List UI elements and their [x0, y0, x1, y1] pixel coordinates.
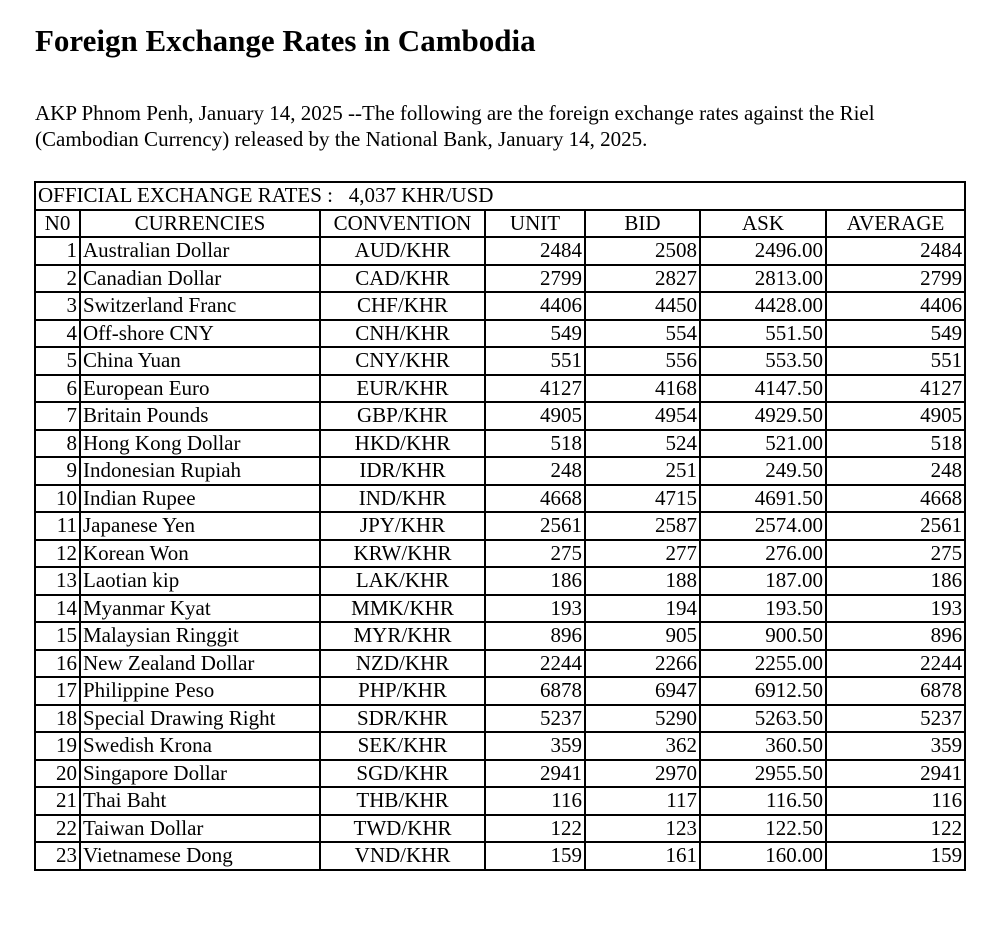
- col-header-currencies: CURRENCIES: [80, 210, 320, 238]
- ask-value: 553.50: [700, 347, 826, 375]
- ask-value: 160.00: [700, 842, 826, 870]
- row-number: 11: [35, 512, 80, 540]
- table-row: [35, 347, 965, 375]
- unit-value: 518: [485, 430, 585, 458]
- unit-value: 248: [485, 457, 585, 485]
- row-number: 3: [35, 292, 80, 320]
- ask-value: 4691.50: [700, 485, 826, 513]
- official-rate-value: 4,037 KHR/USD: [348, 183, 494, 208]
- currency-convention: HKD/KHR: [320, 430, 485, 458]
- col-header-average: AVERAGE: [826, 210, 965, 238]
- row-number: 5: [35, 347, 80, 375]
- ask-value: 2955.50: [700, 760, 826, 788]
- currency-name: Korean Won: [80, 540, 320, 568]
- bid-value: 194: [585, 595, 700, 623]
- table-row: [35, 760, 965, 788]
- bid-value: 554: [585, 320, 700, 348]
- bid-value: 556: [585, 347, 700, 375]
- table-row: [35, 402, 965, 430]
- currency-convention: PHP/KHR: [320, 677, 485, 705]
- currency-name: Indian Rupee: [80, 485, 320, 513]
- currency-convention: SDR/KHR: [320, 705, 485, 733]
- ask-value: 2255.00: [700, 650, 826, 678]
- table-row: [35, 650, 965, 678]
- currency-name: Taiwan Dollar: [80, 815, 320, 843]
- table-row: [35, 787, 965, 815]
- row-number: 1: [35, 237, 80, 265]
- bid-value: 117: [585, 787, 700, 815]
- ask-value: 551.50: [700, 320, 826, 348]
- average-value: 2244: [826, 650, 965, 678]
- ask-value: 2496.00: [700, 237, 826, 265]
- currency-name: Switzerland Franc: [80, 292, 320, 320]
- bid-value: 362: [585, 732, 700, 760]
- average-value: 2941: [826, 760, 965, 788]
- currency-name: Indonesian Rupiah: [80, 457, 320, 485]
- col-header-no: N0: [35, 210, 80, 238]
- currency-convention: VND/KHR: [320, 842, 485, 870]
- bid-value: 2266: [585, 650, 700, 678]
- row-number: 16: [35, 650, 80, 678]
- bid-value: 5290: [585, 705, 700, 733]
- official-rate-banner: [35, 182, 965, 210]
- bid-value: 251: [585, 457, 700, 485]
- currency-convention: SGD/KHR: [320, 760, 485, 788]
- currency-name: Special Drawing Right: [80, 705, 320, 733]
- currency-name: Swedish Krona: [80, 732, 320, 760]
- unit-value: 4905: [485, 402, 585, 430]
- average-value: 2799: [826, 265, 965, 293]
- bid-value: 4715: [585, 485, 700, 513]
- currency-convention: MYR/KHR: [320, 622, 485, 650]
- table-row: [35, 540, 965, 568]
- bid-value: 2587: [585, 512, 700, 540]
- average-value: 116: [826, 787, 965, 815]
- currency-convention: NZD/KHR: [320, 650, 485, 678]
- row-number: 2: [35, 265, 80, 293]
- ask-value: 4929.50: [700, 402, 826, 430]
- average-value: 2484: [826, 237, 965, 265]
- unit-value: 5237: [485, 705, 585, 733]
- currency-name: Off-shore CNY: [80, 320, 320, 348]
- ask-value: 187.00: [700, 567, 826, 595]
- table-body: [35, 237, 965, 870]
- average-value: 359: [826, 732, 965, 760]
- currency-convention: KRW/KHR: [320, 540, 485, 568]
- average-value: 4406: [826, 292, 965, 320]
- currency-name: Japanese Yen: [80, 512, 320, 540]
- table-row: [35, 815, 965, 843]
- unit-value: 549: [485, 320, 585, 348]
- row-number: 17: [35, 677, 80, 705]
- average-value: 159: [826, 842, 965, 870]
- bid-value: 2827: [585, 265, 700, 293]
- unit-value: 359: [485, 732, 585, 760]
- col-header-bid: BID: [585, 210, 700, 238]
- ask-value: 2813.00: [700, 265, 826, 293]
- table-row: [35, 677, 965, 705]
- currency-name: Australian Dollar: [80, 237, 320, 265]
- unit-value: 4406: [485, 292, 585, 320]
- intro-paragraph: AKP Phnom Penh, January 14, 2025 --The following are the foreign exchange rates against the Riel (Cambodian Currency) released by the National Bank, January 14, 2025.: [35, 101, 875, 151]
- official-rate-label: OFFICIAL EXCHANGE RATES :: [38, 183, 333, 208]
- currency-convention: CNY/KHR: [320, 347, 485, 375]
- ask-value: 193.50: [700, 595, 826, 623]
- ask-value: 122.50: [700, 815, 826, 843]
- unit-value: 896: [485, 622, 585, 650]
- average-value: 2561: [826, 512, 965, 540]
- unit-value: 186: [485, 567, 585, 595]
- row-number: 23: [35, 842, 80, 870]
- unit-value: 6878: [485, 677, 585, 705]
- row-number: 15: [35, 622, 80, 650]
- average-value: 518: [826, 430, 965, 458]
- average-value: 248: [826, 457, 965, 485]
- table-header-row: [35, 210, 965, 238]
- table-row: [35, 842, 965, 870]
- row-number: 13: [35, 567, 80, 595]
- row-number: 19: [35, 732, 80, 760]
- bid-value: 4168: [585, 375, 700, 403]
- table-row: [35, 732, 965, 760]
- row-number: 12: [35, 540, 80, 568]
- currency-name: Britain Pounds: [80, 402, 320, 430]
- ask-value: 4428.00: [700, 292, 826, 320]
- row-number: 20: [35, 760, 80, 788]
- table-row: [35, 595, 965, 623]
- unit-value: 2484: [485, 237, 585, 265]
- bid-value: 6947: [585, 677, 700, 705]
- unit-value: 116: [485, 787, 585, 815]
- average-value: 549: [826, 320, 965, 348]
- average-value: 5237: [826, 705, 965, 733]
- unit-value: 275: [485, 540, 585, 568]
- unit-value: 2799: [485, 265, 585, 293]
- unit-value: 4668: [485, 485, 585, 513]
- average-value: 275: [826, 540, 965, 568]
- ask-value: 5263.50: [700, 705, 826, 733]
- average-value: 896: [826, 622, 965, 650]
- unit-value: 159: [485, 842, 585, 870]
- unit-value: 551: [485, 347, 585, 375]
- table-row: [35, 430, 965, 458]
- currency-name: Malaysian Ringgit: [80, 622, 320, 650]
- currency-convention: IDR/KHR: [320, 457, 485, 485]
- ask-value: 276.00: [700, 540, 826, 568]
- ask-value: 521.00: [700, 430, 826, 458]
- bid-value: 188: [585, 567, 700, 595]
- row-number: 14: [35, 595, 80, 623]
- currency-convention: SEK/KHR: [320, 732, 485, 760]
- unit-value: 4127: [485, 375, 585, 403]
- average-value: 4905: [826, 402, 965, 430]
- ask-value: 4147.50: [700, 375, 826, 403]
- row-number: 22: [35, 815, 80, 843]
- row-number: 6: [35, 375, 80, 403]
- row-number: 4: [35, 320, 80, 348]
- currency-name: Myanmar Kyat: [80, 595, 320, 623]
- row-number: 18: [35, 705, 80, 733]
- table-row: [35, 705, 965, 733]
- currency-convention: IND/KHR: [320, 485, 485, 513]
- col-header-ask: ASK: [700, 210, 826, 238]
- bid-value: 161: [585, 842, 700, 870]
- average-value: 4127: [826, 375, 965, 403]
- average-value: 122: [826, 815, 965, 843]
- ask-value: 116.50: [700, 787, 826, 815]
- table-row: [35, 485, 965, 513]
- currency-convention: GBP/KHR: [320, 402, 485, 430]
- currency-name: Philippine Peso: [80, 677, 320, 705]
- row-number: 7: [35, 402, 80, 430]
- currency-convention: LAK/KHR: [320, 567, 485, 595]
- currency-convention: JPY/KHR: [320, 512, 485, 540]
- row-number: 21: [35, 787, 80, 815]
- currency-convention: EUR/KHR: [320, 375, 485, 403]
- row-number: 8: [35, 430, 80, 458]
- col-header-unit: UNIT: [485, 210, 585, 238]
- currency-name: Hong Kong Dollar: [80, 430, 320, 458]
- exchange-rates-table: [34, 181, 966, 871]
- currency-name: Canadian Dollar: [80, 265, 320, 293]
- table-row: [35, 375, 965, 403]
- table-row: [35, 292, 965, 320]
- bid-value: 4450: [585, 292, 700, 320]
- unit-value: 2561: [485, 512, 585, 540]
- bid-value: 2970: [585, 760, 700, 788]
- table-row: [35, 622, 965, 650]
- table-row: [35, 512, 965, 540]
- currency-convention: TWD/KHR: [320, 815, 485, 843]
- average-value: 193: [826, 595, 965, 623]
- bid-value: 524: [585, 430, 700, 458]
- bid-value: 2508: [585, 237, 700, 265]
- currency-convention: CNH/KHR: [320, 320, 485, 348]
- unit-value: 2941: [485, 760, 585, 788]
- page-title: Foreign Exchange Rates in Cambodia: [35, 23, 536, 58]
- currency-name: Singapore Dollar: [80, 760, 320, 788]
- currency-convention: AUD/KHR: [320, 237, 485, 265]
- table-row: [35, 567, 965, 595]
- unit-value: 122: [485, 815, 585, 843]
- currency-name: Laotian kip: [80, 567, 320, 595]
- currency-name: European Euro: [80, 375, 320, 403]
- average-value: 4668: [826, 485, 965, 513]
- average-value: 186: [826, 567, 965, 595]
- unit-value: 2244: [485, 650, 585, 678]
- average-value: 6878: [826, 677, 965, 705]
- ask-value: 6912.50: [700, 677, 826, 705]
- bid-value: 905: [585, 622, 700, 650]
- currency-convention: THB/KHR: [320, 787, 485, 815]
- table-row: [35, 237, 965, 265]
- table-row: [35, 457, 965, 485]
- row-number: 9: [35, 457, 80, 485]
- currency-name: Thai Baht: [80, 787, 320, 815]
- row-number: 10: [35, 485, 80, 513]
- currency-name: Vietnamese Dong: [80, 842, 320, 870]
- average-value: 551: [826, 347, 965, 375]
- bid-value: 4954: [585, 402, 700, 430]
- ask-value: 900.50: [700, 622, 826, 650]
- ask-value: 249.50: [700, 457, 826, 485]
- currency-convention: CHF/KHR: [320, 292, 485, 320]
- bid-value: 123: [585, 815, 700, 843]
- table-row: [35, 265, 965, 293]
- col-header-convention: CONVENTION: [320, 210, 485, 238]
- currency-name: New Zealand Dollar: [80, 650, 320, 678]
- currency-convention: MMK/KHR: [320, 595, 485, 623]
- currency-name: China Yuan: [80, 347, 320, 375]
- unit-value: 193: [485, 595, 585, 623]
- currency-convention: CAD/KHR: [320, 265, 485, 293]
- bid-value: 277: [585, 540, 700, 568]
- ask-value: 360.50: [700, 732, 826, 760]
- table-row: [35, 320, 965, 348]
- ask-value: 2574.00: [700, 512, 826, 540]
